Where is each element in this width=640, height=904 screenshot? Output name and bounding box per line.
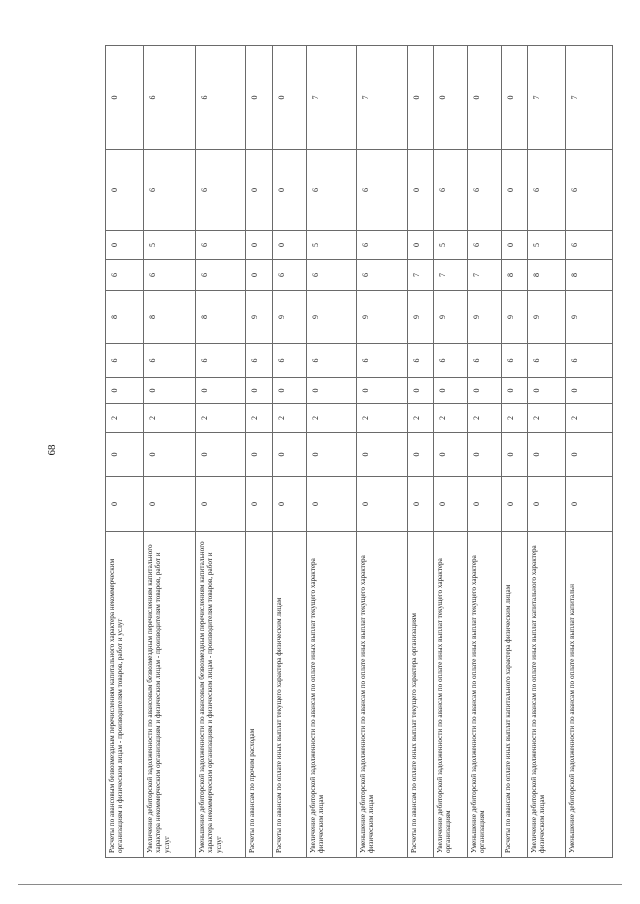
- code-cell: 2: [307, 404, 357, 433]
- code-cell: 0: [468, 433, 502, 477]
- table-row: [408, 46, 434, 858]
- code-cell: 6: [307, 344, 357, 378]
- code-cell: 0: [106, 378, 144, 404]
- code-cell: 0: [307, 378, 357, 404]
- code-cell: 6: [196, 260, 246, 291]
- code-cell: 2: [408, 404, 434, 433]
- code-cell: 6: [307, 150, 357, 231]
- code-cell: 6: [566, 344, 613, 378]
- code-cell: 0: [273, 378, 307, 404]
- code-cell: 7: [408, 260, 434, 291]
- table-row: [566, 46, 613, 858]
- code-cell: 6: [144, 260, 196, 291]
- code-cell: 0: [246, 477, 273, 532]
- code-cell: 6: [196, 344, 246, 378]
- code-cell: 6: [566, 150, 613, 231]
- code-cell: 9: [502, 291, 528, 344]
- code-cell: 6: [144, 46, 196, 150]
- code-cell: 0: [566, 433, 613, 477]
- code-cell: 6: [566, 231, 613, 260]
- code-cell: 6: [106, 260, 144, 291]
- code-cell: 0: [408, 150, 434, 231]
- row-description: Расчеты по авансам по оплате иных выплат текущего характера организациям: [408, 532, 434, 858]
- code-cell: 0: [408, 378, 434, 404]
- code-cell: 2: [566, 404, 613, 433]
- code-cell: 6: [196, 150, 246, 231]
- code-cell: 2: [528, 404, 566, 433]
- bottom-rule: [18, 884, 622, 885]
- table-row: [357, 46, 408, 858]
- code-cell: 0: [566, 378, 613, 404]
- code-cell: 0: [434, 477, 468, 532]
- code-cell: 6: [468, 231, 502, 260]
- code-cell: 8: [566, 260, 613, 291]
- code-cell: 9: [273, 291, 307, 344]
- code-cell: 6: [144, 150, 196, 231]
- row-description: Уменьшение дебиторской задолженности по авансам по оплате иных выплат капитальн: [566, 532, 613, 858]
- table-row: [528, 46, 566, 858]
- account-codes-table: [105, 45, 613, 858]
- code-cell: 9: [528, 291, 566, 344]
- code-cell: 0: [408, 231, 434, 260]
- code-cell: 6: [434, 150, 468, 231]
- code-cell: 6: [307, 260, 357, 291]
- code-cell: 6: [434, 344, 468, 378]
- code-cell: 0: [246, 150, 273, 231]
- code-cell: 9: [468, 291, 502, 344]
- code-cell: 0: [357, 433, 408, 477]
- table-row: [468, 46, 502, 858]
- code-cell: 9: [246, 291, 273, 344]
- code-cell: 6: [528, 344, 566, 378]
- code-cell: 0: [566, 477, 613, 532]
- code-cell: 5: [528, 231, 566, 260]
- code-cell: 0: [357, 378, 408, 404]
- code-cell: 7: [357, 46, 408, 150]
- code-cell: 0: [106, 46, 144, 150]
- code-cell: 8: [106, 291, 144, 344]
- code-cell: 0: [408, 477, 434, 532]
- code-cell: 0: [106, 231, 144, 260]
- code-cell: 8: [502, 260, 528, 291]
- code-cell: 2: [502, 404, 528, 433]
- code-cell: 9: [357, 291, 408, 344]
- code-cell: 9: [434, 291, 468, 344]
- table-row: [273, 46, 307, 858]
- code-cell: 0: [273, 231, 307, 260]
- code-cell: 0: [144, 378, 196, 404]
- code-cell: 2: [273, 404, 307, 433]
- code-cell: 7: [307, 46, 357, 150]
- code-cell: 0: [502, 433, 528, 477]
- code-cell: 0: [408, 433, 434, 477]
- code-cell: 9: [408, 291, 434, 344]
- code-cell: 7: [434, 260, 468, 291]
- code-cell: 0: [196, 477, 246, 532]
- code-cell: 2: [468, 404, 502, 433]
- code-cell: 0: [246, 378, 273, 404]
- code-cell: 6: [502, 344, 528, 378]
- code-cell: 6: [528, 150, 566, 231]
- code-cell: 0: [434, 433, 468, 477]
- code-cell: 0: [106, 150, 144, 231]
- code-cell: 0: [144, 433, 196, 477]
- code-cell: 0: [434, 378, 468, 404]
- code-cell: 2: [196, 404, 246, 433]
- code-cell: 0: [502, 378, 528, 404]
- row-description: Увеличение дебиторской задолженности по авансам по оплате иных выплат капитального характера физическим лицам: [528, 532, 566, 858]
- code-cell: 2: [357, 404, 408, 433]
- code-cell: 0: [246, 433, 273, 477]
- code-cell: 6: [357, 344, 408, 378]
- code-cell: 9: [566, 291, 613, 344]
- code-cell: 6: [273, 344, 307, 378]
- code-cell: 0: [468, 477, 502, 532]
- code-cell: 6: [357, 260, 408, 291]
- page-number: 68: [46, 444, 58, 456]
- code-cell: 6: [357, 231, 408, 260]
- code-cell: 7: [468, 260, 502, 291]
- row-description: Уменьшение дебиторской задолженности по авансам по оплате иных выплат текущего характера физическим лицам: [357, 532, 408, 858]
- code-cell: 6: [144, 344, 196, 378]
- table-row: [246, 46, 273, 858]
- code-cell: 0: [528, 477, 566, 532]
- code-cell: 0: [106, 477, 144, 532]
- code-cell: 0: [408, 46, 434, 150]
- table-row: [502, 46, 528, 858]
- row-description: Расчеты по авансам по прочим расходам: [246, 532, 273, 858]
- code-cell: 0: [196, 433, 246, 477]
- code-cell: 0: [502, 231, 528, 260]
- code-cell: 5: [144, 231, 196, 260]
- code-cell: 0: [273, 433, 307, 477]
- code-cell: 0: [307, 433, 357, 477]
- code-cell: 0: [528, 378, 566, 404]
- code-cell: 6: [246, 344, 273, 378]
- code-cell: 0: [434, 46, 468, 150]
- row-description: Расчеты по авансам по оплате иных выплат капитального характера физическим лицам: [502, 532, 528, 858]
- row-description: Уменьшение дебиторской задолженности по авансовым безвозмездным перечислениям капитального характера некоммерческим организациям и физическим лицам - производителям товаров, работ и услуг: [196, 532, 246, 858]
- code-cell: 6: [357, 150, 408, 231]
- code-cell: 9: [307, 291, 357, 344]
- code-cell: 8: [144, 291, 196, 344]
- code-cell: 7: [566, 46, 613, 150]
- code-cell: 6: [106, 344, 144, 378]
- row-description: Увеличение дебиторской задолженности по авансам по оплате иных выплат текущего характера физическим лицам: [307, 532, 357, 858]
- code-cell: 2: [144, 404, 196, 433]
- code-cell: 0: [502, 150, 528, 231]
- code-cell: 2: [246, 404, 273, 433]
- code-cell: 0: [246, 46, 273, 150]
- table-row: [106, 46, 144, 858]
- table-body: [106, 46, 613, 858]
- row-description: Уменьшение дебиторской задолженности по авансам по оплате иных выплат текущего характера организациям: [468, 532, 502, 858]
- rotated-page-content: [105, 46, 612, 858]
- code-cell: 2: [434, 404, 468, 433]
- code-cell: 8: [528, 260, 566, 291]
- code-cell: 0: [246, 260, 273, 291]
- code-cell: 6: [196, 231, 246, 260]
- code-cell: 0: [468, 378, 502, 404]
- code-cell: 6: [273, 260, 307, 291]
- code-cell: 0: [144, 477, 196, 532]
- table-row: [196, 46, 246, 858]
- code-cell: 0: [106, 433, 144, 477]
- code-cell: 6: [468, 150, 502, 231]
- code-cell: 0: [502, 477, 528, 532]
- row-description: Увеличение дебиторской задолженности по авансовым безвозмездным перечислениям капитального характера некоммерческим организациям и физическим лицам - производителям товаров, работ и услуг: [144, 532, 196, 858]
- table-row: [434, 46, 468, 858]
- code-cell: 5: [307, 231, 357, 260]
- code-cell: 0: [307, 477, 357, 532]
- code-cell: 5: [434, 231, 468, 260]
- code-cell: 6: [468, 344, 502, 378]
- code-cell: 0: [196, 378, 246, 404]
- row-description: Расчеты по авансовым безвозмездным перечислениям капитального характера некоммерческим организациям и физическим лицам - производителям товаров, работ и услуг: [106, 532, 144, 858]
- code-cell: 0: [246, 231, 273, 260]
- code-cell: 6: [196, 46, 246, 150]
- row-description: Расчеты по авансам по оплате иных выплат текущего характера физическим лицам: [273, 532, 307, 858]
- table-row: [144, 46, 196, 858]
- code-cell: 0: [273, 46, 307, 150]
- code-cell: 7: [528, 46, 566, 150]
- code-cell: 0: [468, 46, 502, 150]
- code-cell: 0: [273, 477, 307, 532]
- code-cell: 0: [528, 433, 566, 477]
- code-cell: 6: [408, 344, 434, 378]
- code-cell: 0: [502, 46, 528, 150]
- table-row: [307, 46, 357, 858]
- code-cell: 2: [106, 404, 144, 433]
- code-cell: 8: [196, 291, 246, 344]
- row-description: Увеличение дебиторской задолженности по авансам по оплате иных выплат текущего характера организациям: [434, 532, 468, 858]
- code-cell: 0: [273, 150, 307, 231]
- code-cell: 0: [357, 477, 408, 532]
